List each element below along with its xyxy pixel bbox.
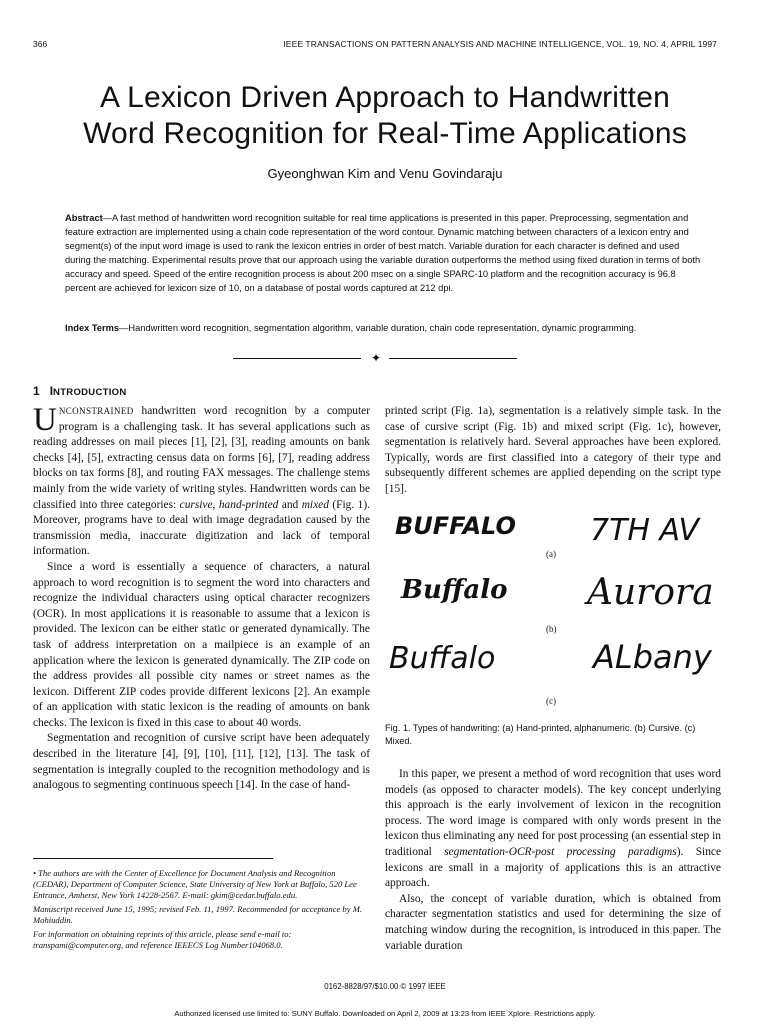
- section-title-initial: I: [49, 384, 54, 398]
- handwriting-hand-printed-1: BUFFALO: [395, 512, 516, 540]
- text-and: and: [278, 498, 302, 511]
- intro-text-a: handwritten word recognition by a computer program is a challenging task. It has several applications such as reading addresses on mail pieces [1], [2], [3], reading amounts on bank checks [4], [5], extracting census data on forms [6], [7], reading address blocks on tax forms [8], and routing FAX messages. The challenge stems mainly from the wide variety of writing styles. Handwritten words can be classified into three categories:: [33, 405, 370, 511]
- handwriting-cursive-2: Aurora: [587, 572, 714, 613]
- issn-line: 0162-8828/97/$10.00 © 1997 IEEE: [324, 982, 446, 991]
- abstract-text: —A fast method of handwritten word recognition suitable for real time applications is presented in this paper. Preprocessing, segmentation and feature extraction are implemented using a chain code representation of the word contour. Dynamic matching between characters of a lexicon entry and segment(s) of the input word image is used to rank the lexicon entries in order of best match. Variable duration for each character is defined and used during the matching. Experimental results prove that our approach using the variable duration outperforms the method using fixed duration in terms of both accuracy and speed. Speed of the entire recognition process is about 200 msec on a single SPARC-10 platform and the recognition accuracy is 96.8 percent are achieved for lexicon size of 10, on a database of postal words captured at 212 dpi.: [65, 213, 701, 294]
- index-terms-text: —Handwritten word recognition, segmentation algorithm, variable duration, chain code representation, dynamic programming.: [119, 323, 637, 333]
- author-list: Gyeonghwan Kim and Venu Govindaraju: [267, 166, 503, 181]
- right-paragraph-1: [385, 767, 721, 892]
- section-heading-introduction: [33, 384, 127, 398]
- footnote-rule: [33, 858, 273, 859]
- text-sep: ,: [212, 498, 219, 511]
- intro-text-b: (Fig. 1). Moreover, programs have to deal with image degradation caused by the transmission media, inaccurate digitization and lack of temporal information.: [33, 498, 370, 558]
- figure-1-handwriting: [385, 506, 721, 711]
- term-paradigm: segmentation-OCR-post processing paradigms: [444, 845, 677, 858]
- divider-right-rule: [389, 358, 517, 359]
- section-number: 1: [33, 384, 40, 398]
- intro-paragraph-2: Since a word is essentially a sequence of characters, a natural approach to word recognition is to segment the word into characters and recognize the individual characters using optical character recognizers (OCR). In most applications it is reasonable to assume that a lexicon is provided. The lexicon can be either static or generated dynamically. The task of address interpretation on a mailpiece is an example of an application where the lexicon is generated dynamically. The ZIP code on the address provides all possible city names or street names as the lexicon. Different ZIP codes provide different lexicons [2]. An example of an application with static lexicon is the reading of amounts on bank checks. The lexicon is fixed in this case to about 40 words.: [33, 560, 370, 729]
- footnotes: [33, 868, 370, 954]
- section-title-rest: NTRODUCTION: [53, 387, 127, 398]
- handwriting-hand-printed-2: 7TH AV: [590, 513, 700, 548]
- index-terms: [65, 321, 705, 335]
- index-terms-label: Index Terms: [65, 323, 120, 333]
- term-cursive: cursive: [179, 498, 213, 511]
- figure-1-caption: Fig. 1. Types of handwriting: (a) Hand-printed, alphanumeric. (b) Cursive. (c) Mixed.: [385, 723, 696, 746]
- left-column: [33, 404, 370, 794]
- intro-first-word: NCONSTRAINED: [58, 406, 134, 416]
- footnote-reprints: For information on obtaining reprints of this article, please send e-mail to: transpami@computer.org, and reference IEEECS Log Number104068.0.: [33, 929, 292, 950]
- figure-1: [385, 506, 721, 711]
- term-mixed: mixed: [301, 498, 329, 511]
- drop-cap: U: [33, 402, 57, 438]
- handwriting-mixed-1: Buffalo: [389, 641, 496, 676]
- handwriting-cursive-1: Buffalo: [401, 575, 508, 605]
- running-header: IEEE TRANSACTIONS ON PATTERN ANALYSIS AND MACHINE INTELLIGENCE, VOL. 19, NO. 4, APRIL 1997: [283, 39, 717, 49]
- divider-left-rule: [233, 358, 361, 359]
- abstract-label: Abstract: [65, 213, 103, 223]
- divider-diamond-icon: ✦: [371, 351, 382, 365]
- intro-paragraph-1: [33, 404, 370, 560]
- abstract: [65, 211, 705, 296]
- term-hand-printed: hand-printed: [218, 498, 279, 511]
- right-paragraph-2: Also, the concept of variable duration, which is obtained from character segmentation statistics and used for determining the size of matching window during the recognition, is introduced in this paper. The variable duration: [385, 892, 721, 952]
- intro-paragraph-3: Segmentation and recognition of cursive script have been adequately described in the literature [4], [9], [10], [11], [12], [13]. The task of segmentation is integrally coupled to the recognition methodology and is analogous to segmenting continuous speech [14]. In the case of hand-: [33, 732, 370, 792]
- right-text-b: ). Since lexicons are small in a majority of applications this is an attractive approach.: [385, 845, 721, 890]
- title-line-2: Word Recognition for Real-Time Applications: [83, 117, 687, 150]
- handwriting-mixed-2: ALbany: [593, 638, 712, 676]
- paper-title: [0, 80, 770, 152]
- footnote-authors: • The authors are with the Center of Excellence for Document Analysis and Recognition (CEDAR), Department of Computer Science, State University of New York at Buffalo, 520 Lee Entrance, Amherst, New York 14228-2567. E-mail: gkim@cedar.buffalo.edu.: [33, 868, 357, 900]
- right-column-bottom: [385, 767, 721, 954]
- right-column-top: printed script (Fig. 1a), segmentation is a relatively simple task. In the case of cursive script (Fig. 1b) and mixed script (Fig. 1c), however, segmentation is relatively hard. Several approaches have been explored. Typically, words are first classified into a category of their type and subsequently different schemes are applied depending on the script type [15].: [385, 405, 721, 495]
- figure-label-b: (b): [546, 624, 557, 634]
- figure-label-a: (a): [546, 549, 556, 559]
- footnote-manuscript: Manuscript received June 15, 1995; revised Feb. 11, 1997. Recommended for acceptance by M. Mohiuddin.: [33, 904, 362, 925]
- page-number: 366: [33, 39, 48, 49]
- title-line-1: A Lexicon Driven Approach to Handwritten: [100, 81, 670, 114]
- license-line: Authorized licensed use limited to: SUNY Buffalo. Downloaded on April 2, 2009 at 13:23 from IEEE Xplore. Restrictions apply.: [174, 1009, 596, 1018]
- right-text-a: In this paper, we present a method of word recognition that uses word models (as opposed to character models). The key concept underlying this approach is the early involvement of lexicon in the recognition process. The word image is compared with only words present in the lexicon thus eliminating any need for post processing (an essential step in traditional: [385, 768, 721, 858]
- figure-label-c: (c): [546, 696, 556, 706]
